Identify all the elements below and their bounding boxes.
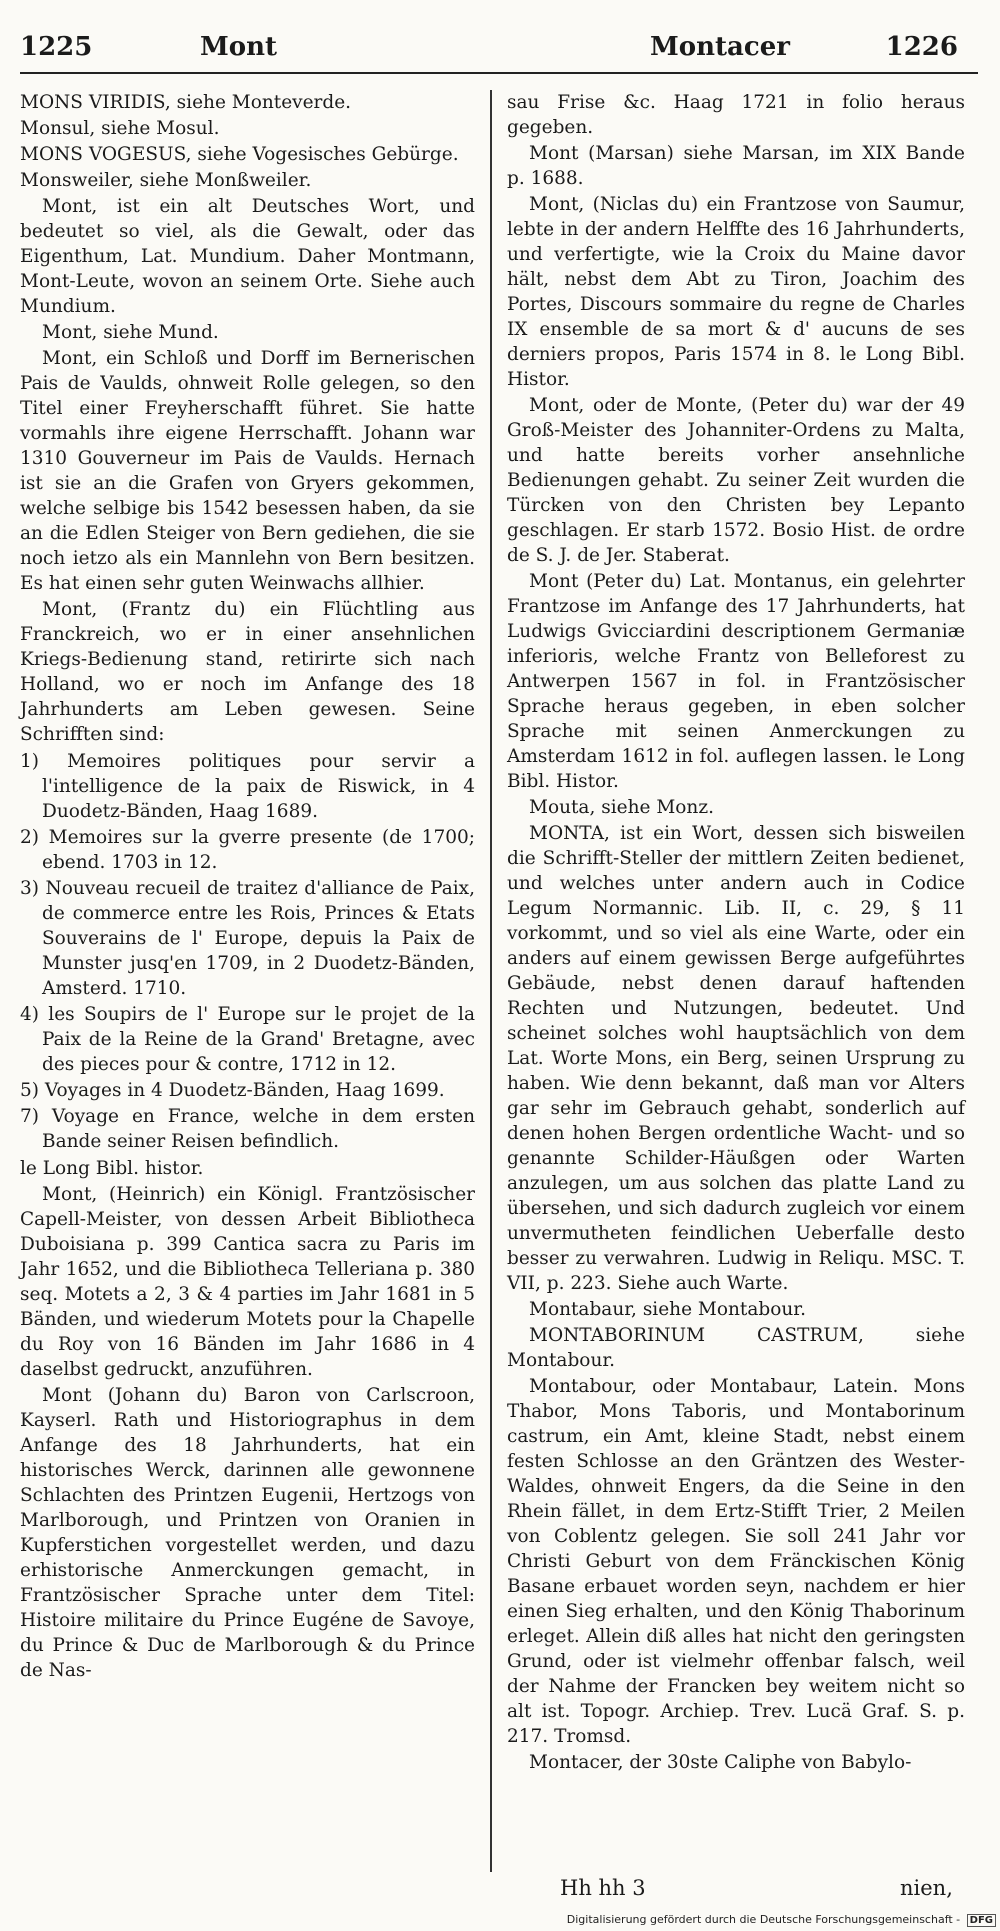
entry-mont-johann: Mont (Johann du) Baron von Carlscroon, Kayserl. Rath und Historiographus in dem Anfange des 18 Jahrhunderts, hat ein historisches Werck, darinnen alle gewonnene Schlachten des Printzen Eugenii, Hertzogs von Marlborough, und Printzen von Oranien in Kupferstichen vorgestellet werden, und dazu erhistorische Anmerckungen gemacht, in Frantzösischer Sprache unter dem Titel: Histoire militaire du Prince Eugéne de Savoye, du Prince & Duc de Marlborough & du Prince de Nas- [20,1385,475,1681]
entry-mouta: Mouta, siehe Monz. [529,797,714,818]
entry-mont-peter-grossmeister: Mont, oder de Monte, (Peter du) war der 49 Groß-Meister des Johanniter-Ordens zu Malta, und hatte bereits vorher ansehnliche Bedienungen gehabt. Zu seiner Zeit wurden die Türcken von den Christen bey Lepanto geschlagen. Er starb 1572. Bosio Hist. de ordre de S. J. de Jer. Staberat. [507,395,965,566]
entry-montabaur: Montabaur, siehe Montabour. [529,1299,806,1320]
entry-mont-niclas: Mont, (Niclas du) ein Frantzose von Saumur, lebte in der andern Helffte des 16 Jahrhunderts, und verfertigte, wie la Croix du Maine davor hält, nebst dem Abt zu Tiron, Joachim des Portes, Discours sommaire du regne de Charles IX ensemble de sa mort & d' aucuns de ses derniers propos, Paris 1574 in 8. le Long Bibl. Histor. [507,194,965,390]
work-item: 4) les Soupirs de l' Europe sur le projet de la Paix de la Reine de la Grand' Bretagne, avec des pieces pour & contre, 1712 in 12. [20,1004,475,1075]
footer-credit: Digitalisierung gefördert durch die Deutsche Forschungsgemeinschaft - [566,1913,961,1926]
entry-monsul: Monsul, siehe Mosul. [20,118,220,139]
work-item: 1) Memoires politiques pour servir a l'intelligence de la paix de Riswick, in 4 Duodetz-Bänden, Haag 1689. [20,751,475,822]
entry-monsweiler: Monsweiler, siehe Monßweiler. [20,170,312,191]
entry-mont-frantz: Mont, (Frantz du) ein Flüchtling aus Franckreich, wo er in einer ansehnlichen Kriegs-Bedienung stand, retirirte sich nach Holland, wo er noch im Anfange des 18 Jahrhunderts am Leben gewesen. Seine Schrifften sind: [20,599,475,745]
entry-mont-peter-montanus: Mont (Peter du) Lat. Montanus, ein gelehrter Frantzose im Anfange des 17 Jahrhunderts, hat Ludwigs Gvicciardini descriptionem Germaniæ inferioris, welche Frantz von Belleforest zu Antwerpen 1567 in fol. in Frantzösischer Sprache heraus gegeben, in eben solcher Sprache mit seinen Anmerckungen zu Amsterdam 1612 in fol. auflegen lassen. le Long Bibl. Histor. [507,571,965,792]
left-column [20,90,475,1684]
right-column [507,90,965,1776]
entry-montabour: Montabour, oder Montabaur, Latein. Mons Thabor, Mons Taboris, und Montaborinum castrum, ein Amt, kleine Stadt, nebst einem festen Schlosse an den Gräntzen des Wester-Waldes, ohnweit Engers, da die Seine in den Rhein fället, in dem Ertz-Stifft Trier, 2 Meilen von Coblentz gelegen. Sie soll 241 Jahr vor Christi Geburt von dem Fränckischen König Basane erbauet worden seyn, nachdem er hier einen Sieg erhalten, und den König Thaborinum erleget. Allein diß alles hat nicht den geringsten Grund, oder ist vielmehr offenbar falsch, weil der Nahme der Francken bey weitem nicht so alt ist. Topogr. Archiep. Trev. Lucä Graf. S. p. 217. Tromsd. [507,1376,965,1747]
work-item: 3) Nouveau recueil de traitez d'alliance de Paix, de commerce entre les Rois, Princes & Etats Souverains de l' Europe, depuis la Paix de Munster jusq'en 1709, in 2 Duodetz-Bänden, Amsterd. 1710. [20,878,475,999]
entry-monta: MONTA, ist ein Wort, dessen sich bisweilen die Schrifft-Steller der mittlern Zeiten bedienet, und welches unter andern auch in Codice Legum Normannic. Lib. II, c. 29, § 11 vorkommt, und so viel als eine Warte, oder ein anders auf einem gewissen Berge aufgeführtes Gebäude, nebst denen darauf haftenden Rechten und Nutzungen, bedeutet. Und scheinet solches wohl hauptsächlich von dem Lat. Worte Mons, ein Berg, seinen Ursprung zu haben. Wie denn bekannt, daß man vor Alters gar sehr im Gebrauch gehabt, sonderlich auf denen hohen Bergen ordentliche Wacht- und so genannte Schilder-Häußgen oder Warten anzulegen, um aus solchen das platte Land zu übersehen, und sich dadurch zugleich vor einem unvermutheten feindlichen Ueberfalle desto besser zu verwahren. Ludwig in Reliqu. MSC. T. VII, p. 223. Siehe auch Warte. [507,823,965,1294]
catchword: nien, [900,1876,953,1900]
entry-mons-vogesus: MONS VOGESUS, siehe Vogesisches Gebürge. [20,144,459,165]
header-rule [20,72,978,74]
works-list [20,749,475,1154]
column-divider [490,90,492,1872]
page [20,14,978,1904]
entry-mont-marsan: Mont (Marsan) siehe Marsan, im XIX Bande p. 1688. [507,143,965,189]
signature-mark: Hh hh 3 [560,1876,646,1900]
dfg-logo-icon: DFG [967,1914,996,1927]
entry-mont-mund: Mont, siehe Mund. [42,322,219,343]
work-item: 7) Voyage en France, welche in dem ersten Bande seiner Reisen befindlich. [20,1106,475,1152]
work-item: 2) Memoires sur la gverre presente (de 1700; ebend. 1703 in 12. [20,827,475,873]
headword-left: Mont [200,32,278,62]
entry-continuation: sau Frise &c. Haag 1721 in folio heraus gegeben. [507,92,965,138]
entry-montaborinum: MONTABORINUM CASTRUM, siehe Montabour. [507,1325,965,1371]
citation-le-long: le Long Bibl. histor. [20,1158,204,1179]
page-number-left: 1225 [20,32,93,62]
entry-mont-heinrich: Mont, (Heinrich) ein Königl. Frantzösischer Capell-Meister, von dessen Arbeit Bibliotheca Duboisiana p. 399 Cantica sacra zu Paris im Jahr 1652, und die Bibliotheca Telleriana p. 380 seq. Motets a 2, 3 & 4 parties im Jahr 1681 in 5 Bänden, und wiederum Motets pour la Chapelle du Roy von 16 Bänden im Jahr 1686 in 4 daselbst gedruckt, anzuführen. [20,1184,475,1380]
entry-mont-wort: Mont, ist ein alt Deutsches Wort, und bedeutet so viel, als die Gewalt, oder das Eigenthum, Lat. Mundium. Daher Montmann, Mont-Leute, wovon an seinem Orte. Siehe auch Mundium. [20,196,475,317]
entry-mont-schloss: Mont, ein Schloß und Dorff im Bernerischen Pais de Vaulds, ohnweit Rolle gelegen, so den Titel einer Freyherschafft führet. Sie hatte vormahls ihre eigene Herrschafft. Johann war 1310 Gouverneur im Pais de Vaulds. Hernach ist sie an die Grafen von Gryers gekommen, welche selbige bis 1542 besessen haben, da sie an die Edlen Steiger von Bern gediehen, die sie noch ietzo als ein Mannlehn von Bern besitzen. Es hat einen sehr guten Weinwachs allhier. [20,348,475,594]
work-item: 5) Voyages in 4 Duodetz-Bänden, Haag 1699. [20,1080,445,1101]
entry-montacer: Montacer, der 30ste Caliphe von Babylo- [529,1752,912,1773]
running-header [20,14,978,68]
entry-mons-viridis: MONS VIRIDIS, siehe Monteverde. [20,92,352,113]
headword-right: Montacer [650,32,790,62]
page-number-right: 1226 [885,32,958,62]
digitization-footer [567,1913,996,1927]
